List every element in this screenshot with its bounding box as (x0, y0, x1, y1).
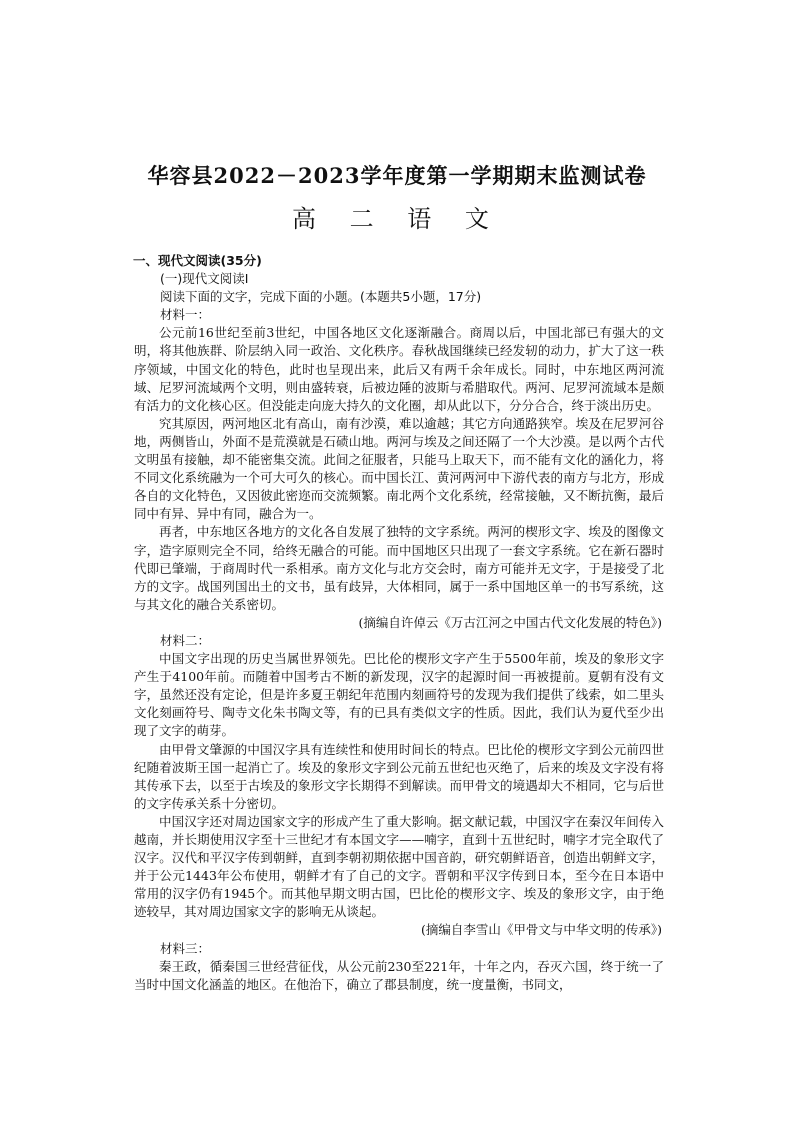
exam-title: 华容县2022－2023学年度第一学期期末监测试卷 (147, 163, 647, 188)
material-2-paragraph: 由甲骨文肇源的中国汉字具有连续性和使用时间长的特点。巴比伦的楔形文字到公元前四世纪随着波斯王国一起消亡了。埃及的象形文字到公元前五世纪也灭绝了，后来的埃及文字没有将其传承下去，以至于古埃及的象形文字长期得不到解读。而甲骨文的境遇却大不相同，它与后世的文字传承关系十分密切。 (134, 741, 664, 811)
material-2-paragraph: 中国汉字还对周边国家文字的形成产生了重大影响。据文献记载，中国汉字在秦汉年间传入越南，并长期使用汉字至十三世纪才有本国文字——喃字，直到十五世纪时，喃字才完全取代了汉字。汉代和平汉字传到朝鲜，直到李朝初期依据中国音韵，研究朝鲜语音，创造出朝鲜文字，并于公元1443年公布使用，朝鲜才有了自己的文字。晋朝和平汉字传到日本，至今在日本语中常用的汉字仍有1945个。而其他早期文明古国，巴比伦的楔形文字、埃及的象形文字，由于绝迹较早，其对周边国家文字的影响无从谈起。 (134, 813, 664, 920)
material-2-source: (摘编自李雪山《甲骨文与中华文明的传承》) (420, 922, 662, 938)
material-1-source: (摘编自许倬云《万古江河之中国古代文化发展的特色》) (358, 614, 662, 630)
material-1-label: 材料一： (160, 307, 211, 323)
instruction-text: 阅读下面的文字，完成下面的小题。(本题共5小题，17分) (160, 289, 482, 305)
material-1-paragraph: 究其原因，两河地区北有高山，南有沙漠，难以逾越；其它方向通路狭窄。埃及在尼罗河谷地，两侧皆山，外面不是荒漠就是石碛山地。两河与埃及之间还隔了一个大沙漠。是以两个古代文明虽有接触，却不能密集交流。此间之征服者，只能马上取天下，而不能有文化的涵化力，将不同文化系统融为一个可大可久的核心。而中国长江、黄河两河中下游代表的南方与北方，形成各自的文化特色，又因彼此密迩而交流频繁。南北两个文化系统，经常接触，又不断抗衡，最后同中有异、异中有同，融合为一。 (134, 415, 664, 522)
material-1-paragraph: 公元前16世纪至前3世纪，中国各地区文化逐渐融合。商周以后，中国北部已有强大的文明，将其他族群、阶层纳入同一政治、文化秩序。春秋战国继续已经发轫的动力，扩大了这一秩序领域，中国文化的特色，此时也呈现出来，此后又有两千余年成长。同时，中东地区两河流域、尼罗河流域两个文明，则由盛转衰，后被边陲的波斯与希腊取代。两河、尼罗河流域本是颇有活力的文化核心区。但没能走向庞大持久的文化圈，却从此以下，分分合合，终于淡出历史。 (134, 325, 664, 413)
material-3-label: 材料三： (160, 940, 211, 956)
section-heading: 一、现代文阅读(35分) (133, 253, 262, 268)
sub-section-heading: (一)现代文阅读Ⅰ (160, 271, 249, 287)
subject-title: 高 二 语 文 (292, 205, 502, 233)
material-3-paragraph: 秦王政，循秦国三世经营征伐，从公元前230至221年，十年之内，吞灭六国，终于统一了当时中国文化涵盖的地区。在他治下，确立了郡县制度，统一度量衡，书同文， (134, 958, 664, 992)
reading-content (134, 252, 664, 994)
material-2-label: 材料二： (160, 632, 211, 648)
material-1-paragraph: 再者，中东地区各地方的文化各自发展了独特的文字系统。两河的楔形文字、埃及的图像文字，造字原则完全不同，给终无融合的可能。而中国地区只出现了一套文字系统。它在新石器时代即已肇端，于商周时代一系相承。南方文化与北方交会时，南方可能并无文字，于是接受了北方的文字。战国列国出土的文书，虽有歧异，大体相同，属于一系中国地区单一的书写系统，这与其文化的融合关系密切。 (134, 524, 664, 612)
material-2-paragraph: 中国文字出现的历史当属世界领先。巴比伦的楔形文字产生于5500年前，埃及的象形文字产生于4100年前。而随着中国考古不断的新发现，汉字的起源时间一再被提前。夏朝有没有文字，虽然还没有定论，但是许多夏王朝纪年范围内刻画符号的发现为我们提供了线索，如二里头文化刻画符号、陶寺文化朱书陶文等，有的已具有类似文字的性质。因此，我们认为夏代至少出现了文字的萌芽。 (134, 651, 664, 739)
